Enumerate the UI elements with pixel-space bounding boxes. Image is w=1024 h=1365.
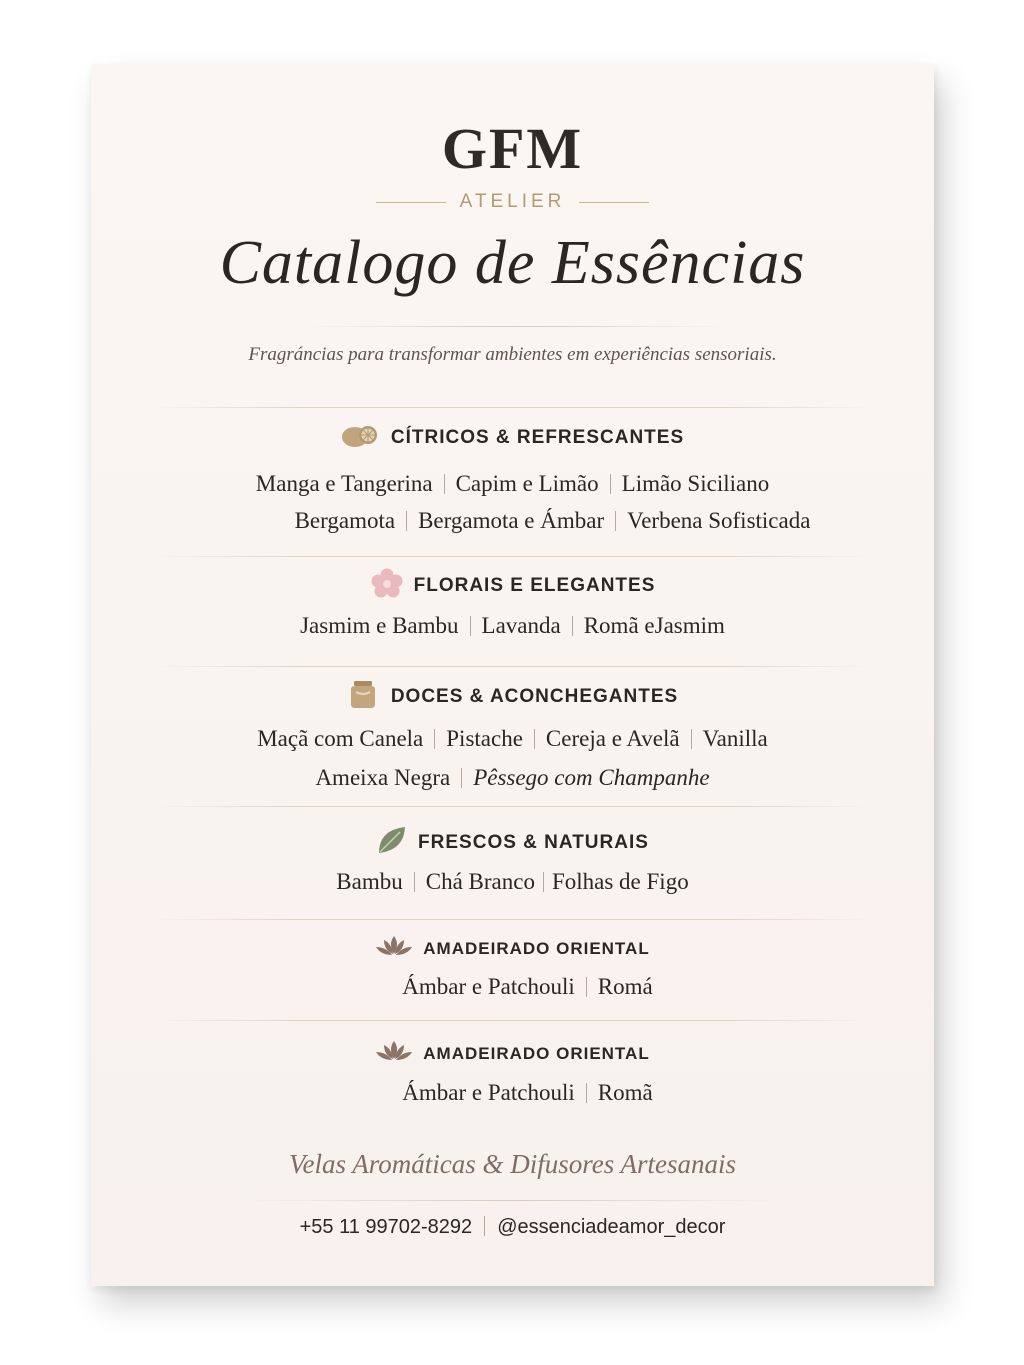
category-title: CÍTRICOS & REFRESCANTES — [390, 426, 685, 448]
category-heading-doces — [91, 678, 934, 715]
leaf-icon — [376, 824, 408, 861]
essence-item: Chá Branco — [425, 869, 535, 894]
essence-line — [91, 870, 934, 893]
separator — [586, 1083, 587, 1103]
essence-item: Ameixa Negra — [315, 765, 451, 790]
essence-line — [91, 1081, 934, 1104]
essence-line — [91, 472, 934, 495]
essence-line — [91, 766, 934, 789]
essence-item: Pêssego com Champanhe — [473, 765, 710, 790]
essence-line — [91, 509, 934, 532]
section-divider — [151, 666, 874, 667]
footer-tagline: Velas Aromáticas & Difusores Artesanais — [288, 1149, 737, 1179]
separator — [586, 977, 587, 997]
essence-item: Jasmim e Bambu — [300, 613, 459, 638]
essence-item: Manga e Tangerina — [255, 471, 433, 496]
separator — [610, 474, 611, 494]
essence-item: Vanilla — [702, 726, 768, 751]
lotus-icon — [375, 1039, 413, 1068]
essence-item: Cereja e Avelã — [545, 726, 680, 751]
separator — [572, 616, 573, 636]
flower-icon — [370, 568, 404, 603]
essence-item: Bergamota — [294, 508, 396, 533]
category-heading-florais — [91, 568, 934, 603]
essence-item: Capim e Limão — [455, 471, 599, 496]
brand-subtitle-row — [91, 190, 934, 214]
category-heading-frescos — [91, 824, 934, 861]
essence-line — [91, 727, 934, 750]
section-divider — [151, 1020, 874, 1021]
essence-line — [91, 614, 934, 637]
section-divider — [151, 556, 874, 557]
lotus-icon — [375, 934, 413, 963]
divider-line — [376, 202, 446, 203]
separator — [406, 511, 407, 531]
separator — [461, 768, 462, 788]
essence-item: Folhas de Figo — [551, 869, 689, 894]
essence-item: Verbena Sofisticada — [627, 508, 811, 533]
instagram-handle: @essenciadeamor_decor — [497, 1216, 726, 1238]
category-title: AMADEIRADO ORIENTAL — [423, 1043, 650, 1063]
essence-item: Ámbar e Patchouli — [402, 974, 575, 999]
catalog-title: Catalogo de Essências — [219, 229, 806, 297]
brand-subtitle: ATELIER — [459, 191, 566, 212]
essence-item: Lavanda — [481, 613, 561, 638]
essence-item: Pistache — [446, 726, 523, 751]
category-title: AMADEIRADO ORIENTAL — [423, 938, 650, 958]
brand-logo: GFM — [441, 116, 584, 181]
section-divider — [151, 407, 874, 408]
essence-item: Maçã com Canela — [257, 726, 424, 751]
section-divider — [151, 919, 874, 920]
phone-number: +55 11 99702-8292 — [299, 1216, 473, 1238]
category-title: DOCES & ACONCHEGANTES — [390, 685, 679, 707]
category-heading-citricos — [91, 422, 934, 453]
essence-line — [91, 975, 934, 998]
category-title: FLORAIS E ELEGANTES — [413, 574, 656, 596]
essence-item: Limão Siciliano — [621, 471, 770, 496]
essence-item: Bergamota e Ámbar — [418, 508, 605, 533]
catalog-card — [91, 64, 934, 1286]
separator — [534, 729, 535, 749]
separator — [470, 616, 471, 636]
candle-jar-icon — [347, 678, 381, 715]
essence-item: Romã — [597, 1080, 653, 1105]
section-divider — [151, 806, 874, 807]
title-divider — [301, 326, 731, 327]
contact-line — [91, 1216, 934, 1239]
essence-item: Romã eJasmim — [583, 613, 725, 638]
separator — [434, 729, 435, 749]
category-heading-amadeirado — [91, 934, 934, 963]
essence-item: Romá — [597, 974, 653, 999]
footer-divider — [241, 1200, 781, 1201]
category-heading-amadeirado — [91, 1039, 934, 1068]
category-title: FRESCOS & NATURAIS — [418, 831, 649, 853]
separator — [444, 474, 445, 494]
essence-item: Ámbar e Patchouli — [402, 1080, 575, 1105]
separator — [691, 729, 692, 749]
separator — [484, 1216, 485, 1236]
separator — [543, 872, 544, 892]
tagline: Fragráncias para transformar ambientes em experiências sensoriais. — [248, 344, 777, 365]
separator — [615, 511, 616, 531]
divider-line — [579, 202, 649, 203]
essence-item: Bambu — [336, 869, 403, 894]
citrus-icon — [341, 422, 381, 453]
separator — [414, 872, 415, 892]
